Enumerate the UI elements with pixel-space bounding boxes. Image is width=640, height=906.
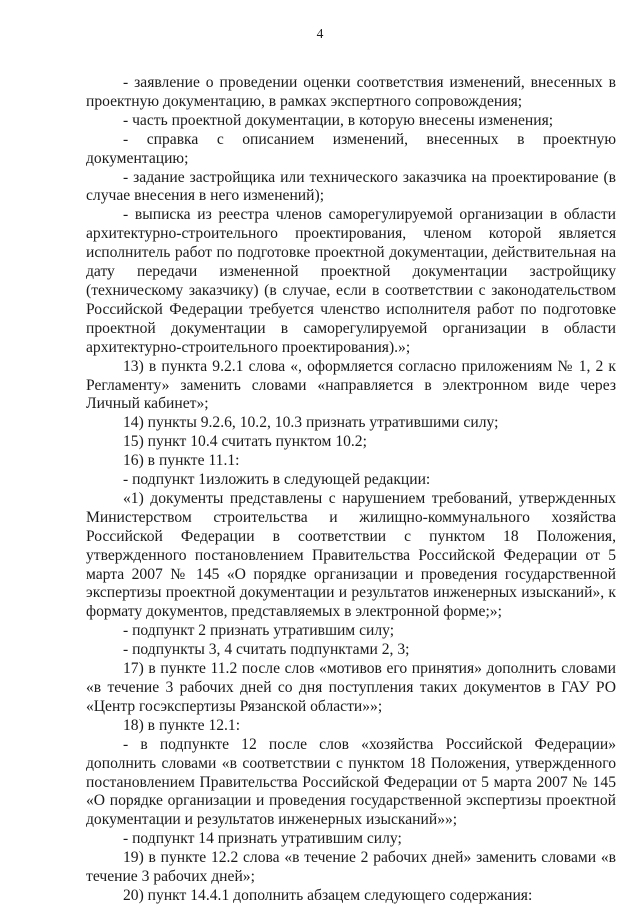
paragraph-item-13: 13) в пункта 9.2.1 слова «, оформляется согласно приложениям № 1, 2 к Регламенту» заменить словами «направляется в электронном виде через Личный кабинет»; (86, 357, 616, 413)
paragraph-subitem-2: - подпункт 2 признать утратившим силу; (123, 622, 395, 640)
paragraph-subitem-12: - в подпункте 12 после слов «хозяйства Российской Федерации» дополнить словами «в соответствии с пунктом 18 Положения, утвержденного постановлением Правительства Российской Федерации от 5 марта 2007 № 145 «О порядке организации и проведения государственной экспертизы проектной документации и результатов инженерных изысканий»»; (86, 735, 616, 829)
paragraph-changed-part: - часть проектной документации, в которую внесены изменения; (123, 111, 554, 129)
paragraph-item-15: 15) пункт 10.4 считать пунктом 10.2; (123, 433, 367, 451)
paragraph-statement-request: - заявление о проведении оценки соответствия изменений, внесенных в проектную документацию, в рамках экспертного сопровождения; (86, 74, 616, 110)
paragraph-item-18: 18) в пункте 12.1: (123, 716, 241, 734)
paragraph-design-assignment: - задание застройщика или технического заказчика на проектирование (в случае внесения в него изменений); (86, 168, 616, 205)
page-number: 4 (316, 26, 324, 41)
paragraph-item-19: 19) в пункте 12.2 слова «в течение 2 рабочих дней» заменить словами «в течение 3 рабочих дней»; (86, 849, 616, 886)
paragraph-item-17: 17) в пункте 11.2 после слов «мотивов его принятия» дополнить словами «в течение 3 рабочих дней со дня поступления таких документов в ГАУ РО «Центр госэкспертизы Рязанской области»»; (86, 660, 616, 715)
paragraph-item-14: 14) пункты 9.2.6, 10.2, 10.3 признать утратившими силу; (123, 414, 499, 432)
document-body (86, 74, 616, 906)
paragraph-subitem-1-text: «1) документы представлены с нарушением требований, утвержденных Министерством строительства и жилищно-коммунального хозяйства Российской Федерации в соответствии с пунктом 18 Положения, утвержденного постановлением Правительства Российской Федерации от 5 марта 2007 № 145 «О порядке организации и проведения государственной экспертизы проектной документации и результатов инженерных изысканий», к формату документов, представляемых в электронной форме;»; (86, 489, 616, 621)
paragraph-item-16: 16) в пункте 11.1: (123, 452, 240, 470)
paragraph-subitem-1-intro: - подпункт 1изложить в следующей редакции: (123, 471, 431, 489)
paragraph-subitem-14: - подпункт 14 признать утратившим силу; (123, 830, 402, 848)
paragraph-changes-certificate: - справка с описанием изменений, внесенных в проектную документацию; (86, 130, 616, 167)
paragraph-subitems-3-4: - подпункты 3, 4 считать подпунктами 2, 3; (123, 641, 410, 659)
paragraph-registry-extract: - выписка из реестра членов саморегулируемой организации в области архитектурно-строительного проектирования, членом которой является исполнитель работ по подготовке проектной документации, действительная на дату передачи измененной проектной документации застройщику (техническому заказчику) (в случае, если в соответствии с законодательством Российской Федерации требуется членство исполнителя работ по подготовке проектной документации в саморегулируемой организации в области архитектурно-строительного проектирования).»; (86, 206, 616, 356)
paragraph-item-20: 20) пункт 14.4.1 дополнить абзацем следующего содержания: (123, 886, 533, 904)
